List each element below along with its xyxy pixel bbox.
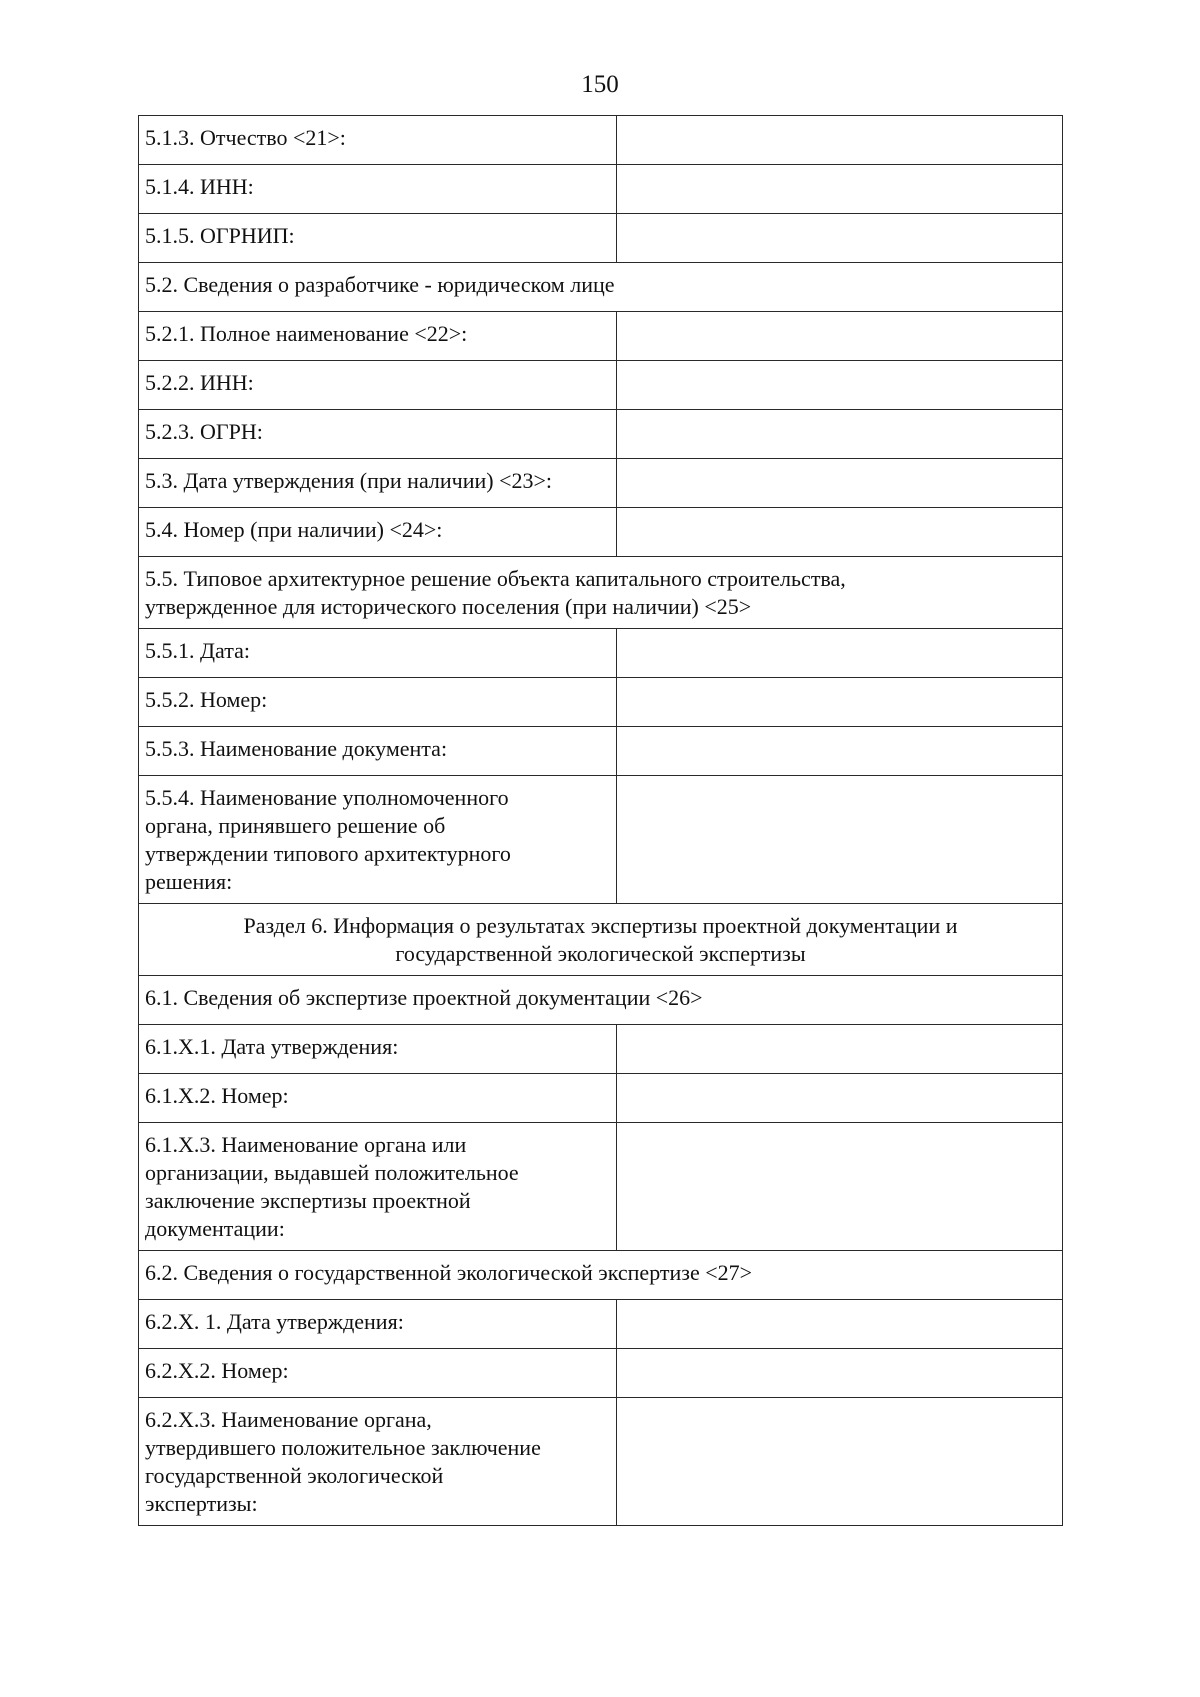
- table-row: [139, 459, 1063, 508]
- table-row: [139, 508, 1063, 557]
- text-line: 6.1.X.3. Наименование органа или: [145, 1132, 467, 1157]
- table-row: [139, 1123, 1063, 1251]
- field-label: 5.4. Номер (при наличии) <24>:: [139, 508, 617, 557]
- field-label: 6.1.X.2. Номер:: [139, 1074, 617, 1123]
- table-row: [139, 629, 1063, 678]
- text-line: организации, выдавшей положительное: [145, 1160, 519, 1185]
- field-value-cell[interactable]: [617, 1074, 1063, 1123]
- table-row: [139, 116, 1063, 165]
- text-line: решения:: [145, 869, 233, 894]
- text-line: экспертизы:: [145, 1491, 258, 1516]
- field-label: 5.2.2. ИНН:: [139, 361, 617, 410]
- field-label: 5.5.3. Наименование документа:: [139, 727, 617, 776]
- table-row: [139, 1025, 1063, 1074]
- field-value-cell[interactable]: [617, 165, 1063, 214]
- field-value-cell[interactable]: [617, 629, 1063, 678]
- field-value-cell[interactable]: [617, 361, 1063, 410]
- field-label: 5.2.3. ОГРН:: [139, 410, 617, 459]
- text-line: утверждении типового архитектурного: [145, 841, 511, 866]
- field-value-cell[interactable]: [617, 1025, 1063, 1074]
- field-label: 6.2.X.2. Номер:: [139, 1349, 617, 1398]
- table-row: [139, 904, 1063, 976]
- field-label: 5.1.5. ОГРНИП:: [139, 214, 617, 263]
- field-label: [139, 1123, 617, 1251]
- registry-form-table: [138, 115, 1063, 1526]
- field-label: 5.3. Дата утверждения (при наличии) <23>:: [139, 459, 617, 508]
- field-label: 6.1.X.1. Дата утверждения:: [139, 1025, 617, 1074]
- subsection-heading: 6.1. Сведения об экспертизе проектной документации <26>: [139, 976, 1063, 1025]
- text-line: 6.2.X.3. Наименование органа,: [145, 1407, 432, 1432]
- field-label: 5.5.2. Номер:: [139, 678, 617, 727]
- field-value-cell[interactable]: [617, 214, 1063, 263]
- table-row: [139, 776, 1063, 904]
- field-value-cell[interactable]: [617, 678, 1063, 727]
- table-row: [139, 1398, 1063, 1526]
- page-number: 150: [581, 71, 619, 98]
- table-row: [139, 361, 1063, 410]
- field-value-cell[interactable]: [617, 116, 1063, 165]
- field-value-cell[interactable]: [617, 410, 1063, 459]
- field-value-cell[interactable]: [617, 1123, 1063, 1251]
- table-row: [139, 312, 1063, 361]
- table-row: [139, 1074, 1063, 1123]
- subsection-heading: 5.2. Сведения о разработчике - юридическом лице: [139, 263, 1063, 312]
- field-label: [139, 1398, 617, 1526]
- field-label: 5.1.3. Отчество <21>:: [139, 116, 617, 165]
- table-row: [139, 678, 1063, 727]
- text-line: утвердившего положительное заключение: [145, 1435, 541, 1460]
- field-value-cell[interactable]: [617, 1349, 1063, 1398]
- subsection-heading: 6.2. Сведения о государственной экологической экспертизе <27>: [139, 1251, 1063, 1300]
- text-line: органа, принявшего решение об: [145, 813, 446, 838]
- section-title: [139, 904, 1063, 976]
- table-row: [139, 1300, 1063, 1349]
- field-value-cell[interactable]: [617, 1300, 1063, 1349]
- field-value-cell[interactable]: [617, 776, 1063, 904]
- table-row: [139, 557, 1063, 629]
- text-line: утвержденное для исторического поселения (при наличии) <25>: [145, 594, 752, 619]
- subsection-heading: [139, 557, 1063, 629]
- field-value-cell[interactable]: [617, 459, 1063, 508]
- text-line: заключение экспертизы проектной: [145, 1188, 471, 1213]
- table-row: [139, 1251, 1063, 1300]
- field-value-cell[interactable]: [617, 312, 1063, 361]
- text-line: государственной экологической экспертизы: [395, 941, 806, 966]
- field-label: 6.2.X. 1. Дата утверждения:: [139, 1300, 617, 1349]
- table-row: [139, 410, 1063, 459]
- text-line: Раздел 6. Информация о результатах экспертизы проектной документации и: [243, 913, 958, 938]
- text-line: 5.5.4. Наименование уполномоченного: [145, 785, 509, 810]
- table-row: [139, 1349, 1063, 1398]
- table-row: [139, 976, 1063, 1025]
- text-line: государственной экологической: [145, 1463, 444, 1488]
- field-value-cell[interactable]: [617, 727, 1063, 776]
- text-line: 5.5. Типовое архитектурное решение объекта капитального строительства,: [145, 566, 846, 591]
- field-value-cell[interactable]: [617, 508, 1063, 557]
- field-label: 5.5.1. Дата:: [139, 629, 617, 678]
- field-value-cell[interactable]: [617, 1398, 1063, 1526]
- table-row: [139, 727, 1063, 776]
- field-label: 5.2.1. Полное наименование <22>:: [139, 312, 617, 361]
- field-label: [139, 776, 617, 904]
- table-row: [139, 214, 1063, 263]
- table-row: [139, 263, 1063, 312]
- text-line: документации:: [145, 1216, 285, 1241]
- table-row: [139, 165, 1063, 214]
- field-label: 5.1.4. ИНН:: [139, 165, 617, 214]
